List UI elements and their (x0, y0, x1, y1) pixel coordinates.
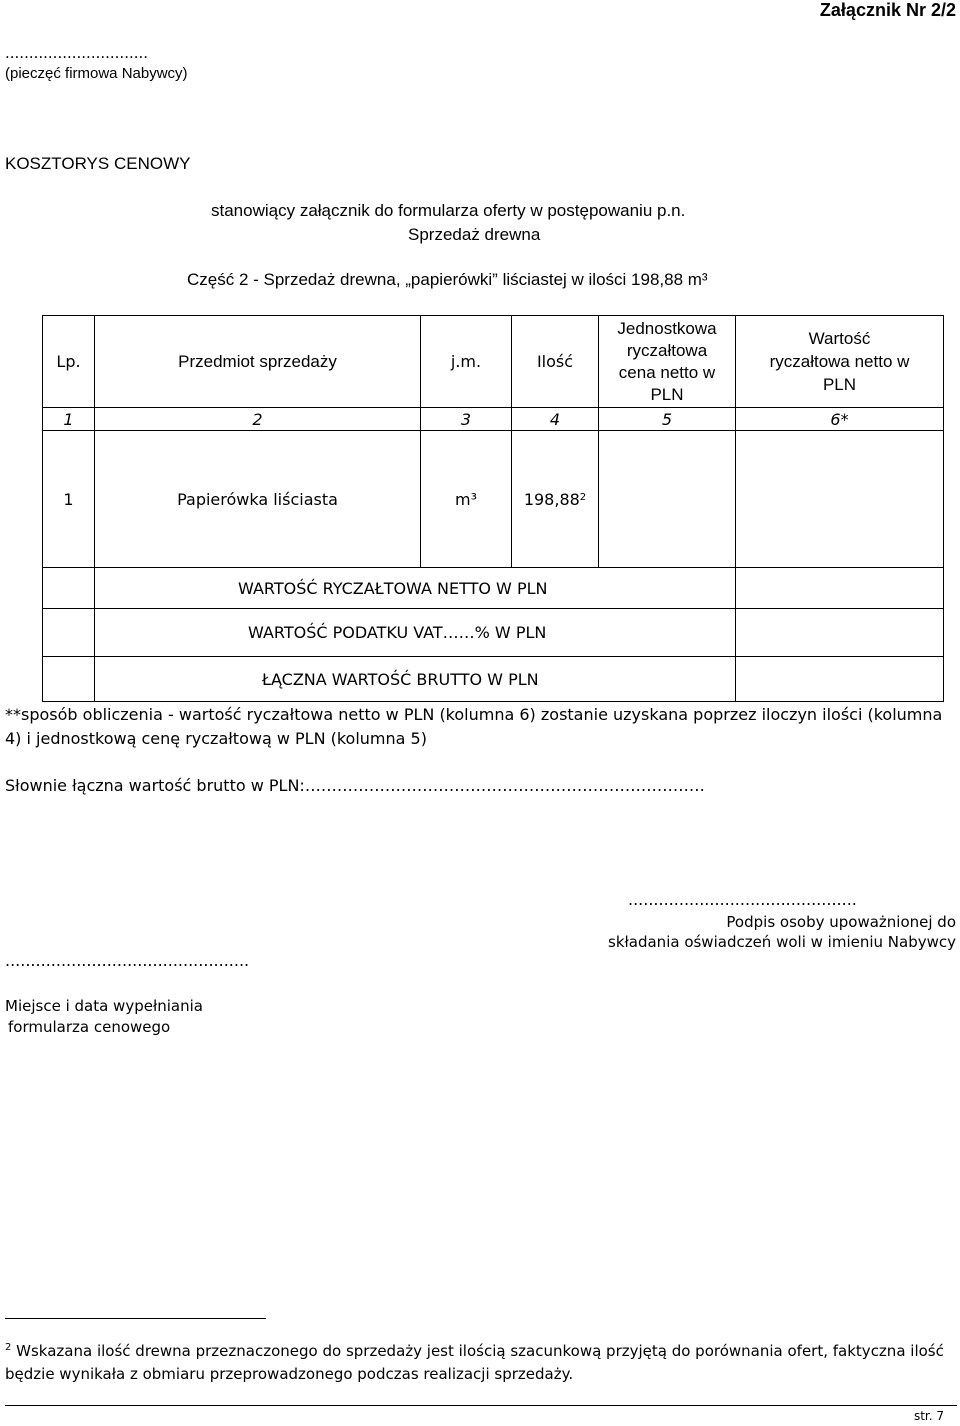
header-unit-price-line-4: PLN (650, 384, 684, 404)
header-total-value-line-3: PLN (822, 375, 857, 394)
header-total-value-line-1: Wartość (808, 329, 871, 348)
row-lp: 1 (63, 489, 74, 509)
document-title: KOSZTORYS CENOWY (5, 154, 191, 173)
header-unit-price-line-3: cena netto w (618, 362, 716, 382)
annex-title: Załącznik Nr 2/2 (819, 0, 956, 20)
row-quantity (512, 431, 598, 567)
summary-net-field[interactable] (736, 568, 943, 608)
calculation-note: **sposób obliczenia - wartość ryczałtowa netto w PLN (kolumna 6) zostanie uzyskana poprzez iloczyn ilości (kolumna 4) i jednostkową cenę ryczałtową w PLN (kolumna 5) (5, 705, 943, 748)
header-quantity: Ilość (536, 352, 574, 371)
place-date-placeholder-dots: ................................................ (5, 951, 250, 970)
summary-vat-field[interactable] (736, 609, 943, 656)
footnote-separator (5, 1318, 266, 1319)
place-date-label: Miejsce i data wypełniania (5, 997, 203, 1015)
row-subject: Papierówka liściasta (177, 489, 338, 509)
column-number-4: 4 (549, 409, 561, 429)
page-footer-rule (5, 1405, 957, 1406)
column-number-6: 6* (830, 409, 849, 429)
page-number: str. 7 (913, 1409, 944, 1423)
summary-gross-label: ŁĄCZNA WARTOŚĆ BRUTTO W PLN (262, 669, 539, 689)
row-total-value-field[interactable] (736, 431, 943, 567)
header-unit-price-line-2: ryczałtowa (626, 340, 708, 360)
signature-label-continued: składania oświadczeń woli w imieniu Nabywcy (608, 933, 956, 951)
header-subject: Przedmiot sprzedaży (178, 351, 337, 371)
header-unit: j.m. (450, 352, 482, 371)
footnote-text: Wskazana ilość drewna przeznaczonego do sprzedaży jest ilością szacunkową przyjętą do porównania ofert, faktyczna ilość będzie wynikała z obmiaru przeprowadzonego podczas realizacji sprzedaży. (5, 1342, 944, 1383)
row-quantity-value: 198,88 (523, 489, 580, 509)
header-lp: Lp. (56, 352, 81, 371)
signature-placeholder-dots: ............................................. (628, 890, 857, 909)
document-subtitle: stanowiący załącznik do formularza oferty w postępowaniu p.n. (211, 201, 686, 220)
header-unit-price-line-1: Jednostkowa (617, 318, 717, 338)
summary-vat-label: WARTOŚĆ PODATKU VAT……% W PLN (248, 623, 547, 642)
stamp-label: (pieczęć firmowa Nabywcy) (5, 65, 188, 82)
footnote-marker: 2 (579, 491, 587, 503)
row-unit: m³ (455, 489, 477, 509)
column-number-3: 3 (460, 409, 472, 429)
row-unit-price-field[interactable] (599, 431, 735, 567)
column-number-2: 2 (252, 409, 263, 429)
header-total-value-line-2: ryczałtowa netto w (769, 352, 910, 371)
column-number-1: 1 (63, 409, 74, 429)
place-date-label-continued: formularza cenowego (8, 1018, 171, 1036)
column-number-5: 5 (661, 409, 673, 429)
stamp-placeholder-dots: .............................. (5, 44, 149, 62)
summary-net-label: WARTOŚĆ RYCZAŁTOWA NETTO W PLN (238, 578, 548, 598)
part-title: Część 2 - Sprzedaż drewna, „papierówki” liściastej w ilości 198,88 m³ (187, 270, 708, 289)
footnote (5, 1336, 957, 1386)
header-unit-price (599, 316, 735, 407)
amount-in-words-field[interactable]: Słownie łączna wartość brutto w PLN:………………………………………………………………… (5, 776, 705, 795)
signature-label: Podpis osoby upoważnionej do (726, 913, 956, 931)
header-total-value (736, 316, 943, 407)
summary-gross-field[interactable] (736, 657, 943, 701)
footnote-number: 2 (5, 1342, 12, 1353)
document-subtitle-procedure: Sprzedaż drewna (408, 225, 541, 244)
